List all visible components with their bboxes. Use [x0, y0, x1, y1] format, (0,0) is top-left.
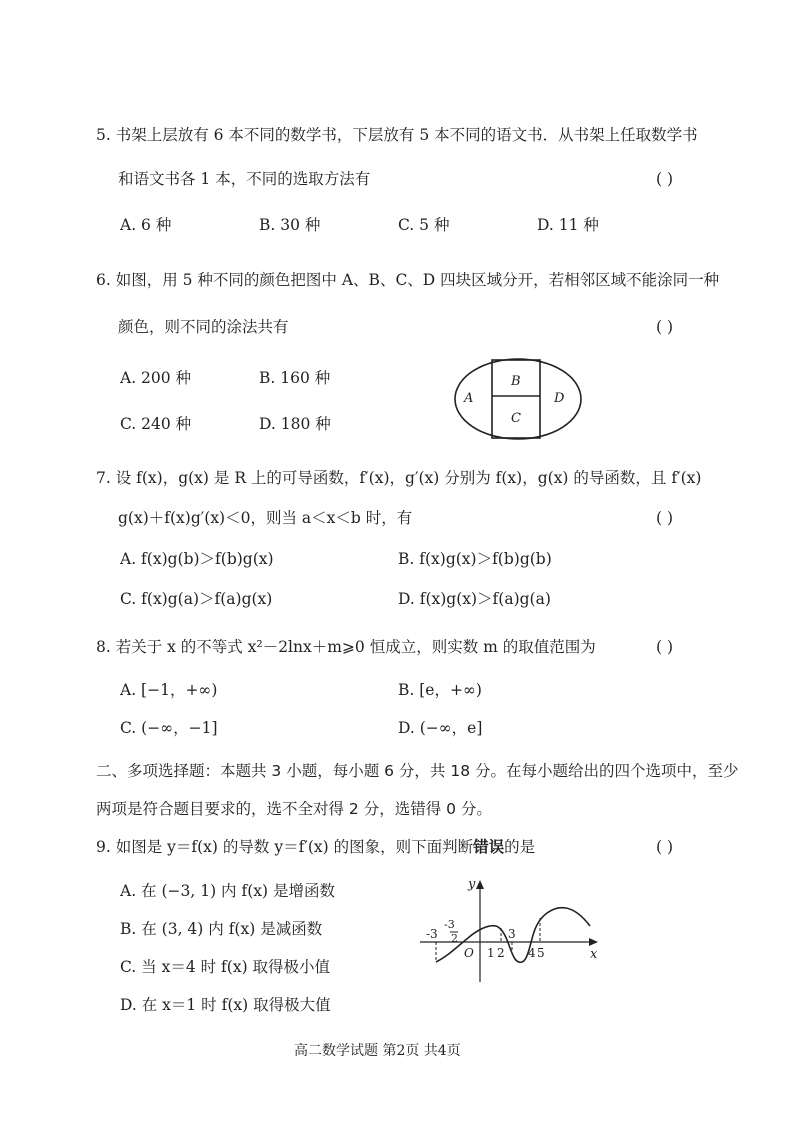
q7-option-b: B. f(x)g(x)＞f(b)g(b) — [398, 550, 552, 568]
q6-option-d: D. 180 种 — [259, 415, 331, 433]
q6-label-c: C — [511, 411, 521, 426]
q6-option-c: C. 240 种 — [120, 415, 192, 433]
q9-origin-label: O — [464, 946, 474, 960]
q6-label-d: D — [554, 391, 565, 406]
q7-option-c: C. f(x)g(a)＞f(a)g(x) — [120, 590, 273, 608]
q9-tick-5: 5 — [537, 946, 545, 960]
q6-answer-paren: ( ) — [656, 318, 674, 336]
section2-heading-line2: 两项是符合题目要求的，选不全对得 2 分，选错得 0 分。 — [96, 800, 492, 818]
q6-label-a: A — [464, 391, 474, 406]
q9-stem-prefix: 9. 如图是 y＝f(x) 的导数 y＝f′(x) 的图象，则下面判断 — [96, 838, 474, 856]
q8-option-d: D. (−∞，e] — [398, 719, 483, 737]
q6-label-b: B — [511, 374, 521, 389]
q6-option-b: B. 160 种 — [259, 369, 331, 387]
page-footer: 高二数学试题 第2页 共4页 — [294, 1043, 461, 1059]
q7-answer-paren: ( ) — [656, 509, 674, 527]
q9-answer-paren: ( ) — [656, 838, 674, 856]
q8-option-a: A. [−1，+∞) — [120, 681, 218, 699]
q9-derivative-graph — [418, 874, 608, 986]
q5-option-c: C. 5 种 — [398, 216, 450, 234]
q9-tick-3: 3 — [508, 927, 516, 941]
q8-option-b: B. [e，+∞) — [398, 681, 482, 699]
q6-option-a: A. 200 种 — [120, 369, 192, 387]
q6-figure-center-box — [492, 360, 540, 438]
q8-answer-paren: ( ) — [656, 638, 674, 656]
q6-region-figure — [452, 356, 584, 442]
q5-option-b: B. 30 种 — [259, 216, 321, 234]
q9-tick-neg3: -3 — [426, 927, 438, 941]
section2-heading-line1: 二、多项选择题：本题共 3 小题，每小题 6 分，共 18 分。在每小题给出的四个选项中，至少 — [96, 762, 739, 780]
q7-stem-line1: 7. 设 f(x)，g(x) 是 R 上的可导函数，f′(x)，g′(x) 分别为 f(x)，g(x) 的导函数，且 f′(x) — [96, 469, 702, 487]
q7-option-a: A. f(x)g(b)＞f(b)g(x) — [120, 550, 274, 568]
q9-stem-suffix: 的是 — [504, 838, 536, 856]
q9-tick-neg3-half-num: -3 — [444, 918, 455, 931]
q9-axis-x-label: x — [590, 947, 598, 962]
q9-axis-y-label: y — [468, 877, 476, 892]
q6-stem-line2: 颜色，则不同的涂法共有 — [118, 318, 289, 336]
q9-y-axis-arrow — [476, 880, 484, 889]
q6-stem-line1: 6. 如图，用 5 种不同的颜色把图中 A、B、C、D 四块区域分开，若相邻区域不能涂同一种 — [96, 271, 720, 289]
q9-tick-1: 1 — [487, 946, 495, 960]
q9-tick-2: 2 — [497, 946, 505, 960]
q5-option-d: D. 11 种 — [537, 216, 599, 234]
q9-x-axis-arrow — [589, 938, 598, 946]
q9-stem — [96, 838, 535, 857]
q8-stem: 8. 若关于 x 的不等式 x²－2lnx＋m⩾0 恒成立，则实数 m 的取值范围为 — [96, 638, 596, 656]
q7-stem-line2: g(x)＋f(x)g′(x)＜0，则当 a＜x＜b 时，有 — [118, 509, 413, 527]
q9-stem-bold: 错误 — [473, 837, 505, 856]
q9-option-c: C. 当 x＝4 时 f(x) 取得极小值 — [120, 958, 331, 976]
q9-tick-neg3-half-den: 2 — [451, 932, 458, 945]
q9-option-d: D. 在 x＝1 时 f(x) 取得极大值 — [120, 996, 331, 1014]
q8-option-c: C. (−∞，−1] — [120, 719, 218, 737]
q5-answer-paren: ( ) — [656, 170, 674, 188]
q9-tick-4: 4 — [528, 946, 536, 960]
q5-stem-line1: 5. 书架上层放有 6 本不同的数学书，下层放有 5 本不同的语文书．从书架上任取数学书 — [96, 126, 698, 144]
q5-option-a: A. 6 种 — [120, 216, 172, 234]
q9-option-b: B. 在 (3, 4) 内 f(x) 是减函数 — [120, 920, 323, 938]
q9-option-a: A. 在 (−3, 1) 内 f(x) 是增函数 — [120, 882, 335, 900]
q5-stem-line2: 和语文书各 1 本，不同的选取方法有 — [118, 170, 371, 188]
q7-option-d: D. f(x)g(x)＞f(a)g(a) — [398, 590, 551, 608]
